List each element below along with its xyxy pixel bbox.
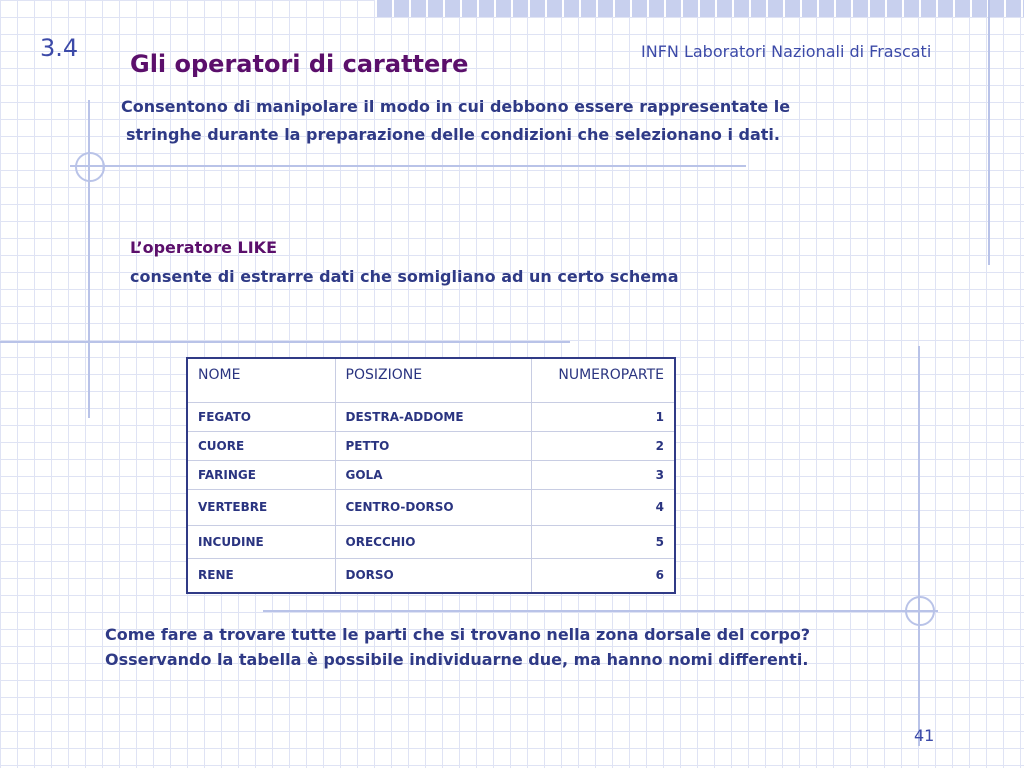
table-row <box>187 402 675 431</box>
decor-vline-left <box>88 100 90 418</box>
table-row <box>187 489 675 525</box>
table-cell: RENE <box>187 558 335 593</box>
table-cell: CENTRO-DORSO <box>335 489 531 525</box>
table-cell: FARINGE <box>187 460 335 489</box>
intro-line-2: stringhe durante la preparazione delle condizioni che selezionano i dati. <box>126 125 780 144</box>
table-cell: DORSO <box>335 558 531 593</box>
table-cell: 5 <box>531 525 675 558</box>
decor-hline-upper <box>70 165 746 167</box>
column-header: POSIZIONE <box>335 358 531 402</box>
question-line-2: Osservando la tabella è possibile individuarne due, ma hanno nomi differenti. <box>105 650 809 669</box>
slide-section-number: 3.4 <box>40 34 79 62</box>
table-cell: VERTEBRE <box>187 489 335 525</box>
column-header: NUMEROPARTE <box>531 358 675 402</box>
table-cell: CUORE <box>187 431 335 460</box>
table-cell: FEGATO <box>187 402 335 431</box>
operator-heading: L’operatore LIKE <box>130 238 278 257</box>
data-table <box>186 357 676 594</box>
table-cell: GOLA <box>335 460 531 489</box>
decor-circle-upper <box>75 152 105 182</box>
table-row <box>187 431 675 460</box>
decor-hline-lower <box>263 610 938 612</box>
table-row <box>187 460 675 489</box>
table-cell: 4 <box>531 489 675 525</box>
top-decor-bar <box>375 0 1024 17</box>
intro-line-1: Consentono di manipolare il modo in cui debbono essere rappresentate le <box>121 97 791 116</box>
organization-label: INFN Laboratori Nazionali di Frascati <box>641 42 932 61</box>
table-cell: DESTRA-ADDOME <box>335 402 531 431</box>
decor-hline-middle <box>0 341 570 343</box>
table-cell: 6 <box>531 558 675 593</box>
table-cell: 1 <box>531 402 675 431</box>
operator-description: consente di estrarre dati che somigliano ad un certo schema <box>130 267 679 286</box>
column-header: NOME <box>187 358 335 402</box>
page-number: 41 <box>914 726 935 745</box>
slide-title: Gli operatori di carattere <box>130 50 469 78</box>
question-paragraph <box>105 622 810 672</box>
table-cell: 2 <box>531 431 675 460</box>
table-row <box>187 525 675 558</box>
table-header-row <box>187 358 675 402</box>
decor-vline-right-top <box>988 0 990 265</box>
table-cell: PETTO <box>335 431 531 460</box>
intro-paragraph <box>121 93 790 149</box>
decor-circle-lower <box>905 596 935 626</box>
table-cell: 3 <box>531 460 675 489</box>
table-cell: ORECCHIO <box>335 525 531 558</box>
table-row <box>187 558 675 593</box>
question-line-1: Come fare a trovare tutte le parti che si trovano nella zona dorsale del corpo? <box>105 625 811 644</box>
table-cell: INCUDINE <box>187 525 335 558</box>
decor-vline-right-bottom <box>918 346 920 746</box>
